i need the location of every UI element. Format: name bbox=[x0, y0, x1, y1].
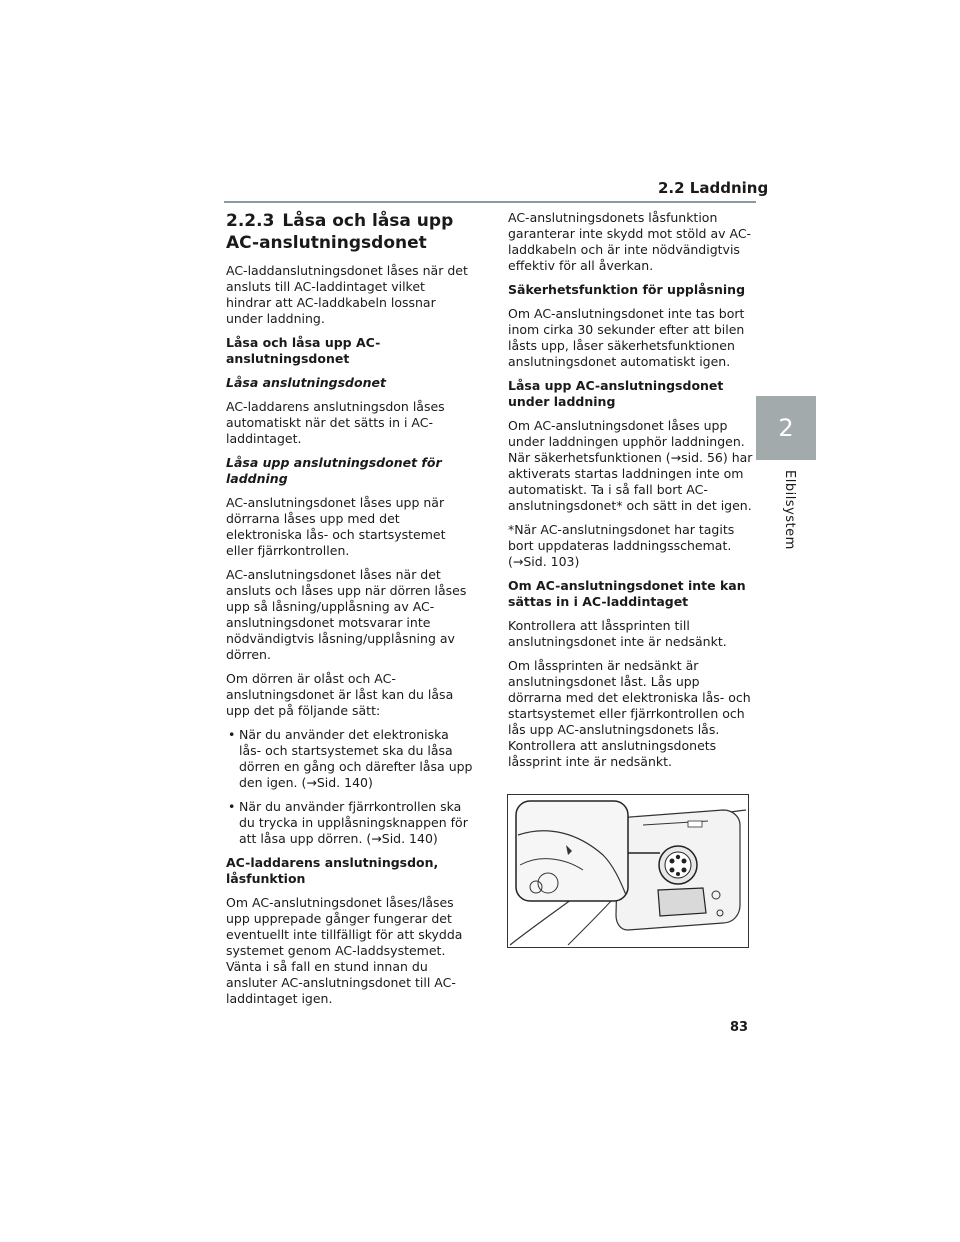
heading-lock-function: AC-laddarens anslutningsdon, låsfunktion bbox=[226, 855, 439, 886]
section-header: 2.2 Laddning bbox=[658, 179, 769, 197]
heading-security: Säkerhetsfunktion för upplåsning bbox=[508, 282, 746, 297]
heading-unlock-during: Låsa upp AC-anslutningsdonet under laddning bbox=[508, 378, 724, 409]
paragraph-theft: AC-anslutningsdonets låsfunktion garanterar inte skydd mot stöld av AC-laddkabeln och är inte nödvändigtvis effektiv för all åverkan. bbox=[508, 210, 752, 273]
charging-inlet-drawing bbox=[508, 795, 748, 947]
section-title bbox=[226, 210, 474, 254]
paragraph-security: Om AC-anslutningsdonet inte tas bort inom cirka 30 sekunder efter att bilen låsts upp, låser säkerhetsfunktionen anslutningsdonet automatiskt igen. bbox=[508, 306, 745, 369]
paragraph-unlock-1: AC-anslutningsdonet låses upp när dörrarna låses upp med det elektroniska lås- och startsystemet eller fjärrkontrollen. bbox=[226, 495, 446, 558]
right-column bbox=[508, 210, 756, 778]
paragraph-unlock-2: AC-anslutningsdonet låses när det ansluts och låses upp när dörren låses upp så låsning/upplåsning av AC-anslutningsdonet motsvarar inte nödvändigtvis låsning/upplåsning av dörren. bbox=[226, 567, 467, 662]
charging-inlet-illustration bbox=[507, 794, 749, 948]
page-number: 83 bbox=[730, 1020, 749, 1035]
chapter-tab: 2 bbox=[756, 396, 816, 460]
paragraph-check-1: Kontrollera att låssprinten till anslutningsdonet inte är nedsänkt. bbox=[508, 618, 727, 649]
list-item: • När du använder det elektroniska lås- och startsystemet ska du låsa dörren en gång och därefter låsa upp den igen. (→Sid. 140) bbox=[226, 727, 474, 791]
heading-unlock-charging: Låsa upp anslutningsdonet för laddning bbox=[226, 455, 442, 486]
paragraph-lock: AC-laddarens anslutningsdon låses automatiskt när det sätts in i AC-laddintaget. bbox=[226, 399, 445, 446]
bullet-list bbox=[226, 727, 474, 847]
section-title-number: 2.2.3 bbox=[226, 211, 275, 231]
section-title-text: Låsa och låsa upp AC-anslutningsdonet bbox=[226, 211, 454, 253]
intro-paragraph: AC-laddanslutningsdonet låses när det ansluts till AC-laddintaget vilket hindrar att AC-laddkabeln lossnar under laddning. bbox=[226, 263, 468, 326]
paragraph-unlock-during: Om AC-anslutningsdonet låses upp under laddningen upphör laddningen. När säkerhetsfunktionen (→sid. 56) har aktiverats startas laddningen inte om automatiskt. Ta i så fall bort AC-anslutningsdonet* och sätt in det igen. bbox=[508, 418, 753, 513]
heading-lock-unlock: Låsa och låsa upp AC-anslutningsdonet bbox=[226, 335, 381, 366]
paragraph-unlock-3: Om dörren är olåst och AC-anslutningsdonet är låst kan du låsa upp det på följande sätt: bbox=[226, 671, 454, 718]
list-item: • När du använder fjärrkontrollen ska du trycka in upplåsningsknappen för att låsa upp dörren. (→Sid. 140) bbox=[226, 799, 474, 847]
header-rule bbox=[224, 201, 756, 203]
footnote: *När AC-anslutningsdonet har tagits bort uppdateras laddningsschemat. (→Sid. 103) bbox=[508, 522, 735, 569]
paragraph-check-2: Om låssprinten är nedsänkt är anslutningsdonet låst. Lås upp dörrarna med det elektroniska lås- och startsystemet eller fjärrkontrollen och lås upp AC-anslutningsdonets lås. Kontrollera att anslutningsdonets låssprint inte är nedsänkt. bbox=[508, 658, 751, 769]
chapter-label: Elbilsystem bbox=[782, 470, 797, 550]
heading-cannot-insert: Om AC-anslutningsdonet inte kan sättas in i AC-laddintaget bbox=[508, 578, 746, 609]
paragraph-lock-function: Om AC-anslutningsdonet låses/låses upp upprepade gånger fungerar det eventuellt inte tillfälligt för att skydda systemet genom AC-laddsystemet. Vänta i så fall en stund innan du ansluter AC-anslutningsdonet till AC-laddintaget igen. bbox=[226, 895, 463, 1006]
left-column bbox=[226, 210, 474, 1015]
heading-lock: Låsa anslutningsdonet bbox=[226, 375, 386, 390]
